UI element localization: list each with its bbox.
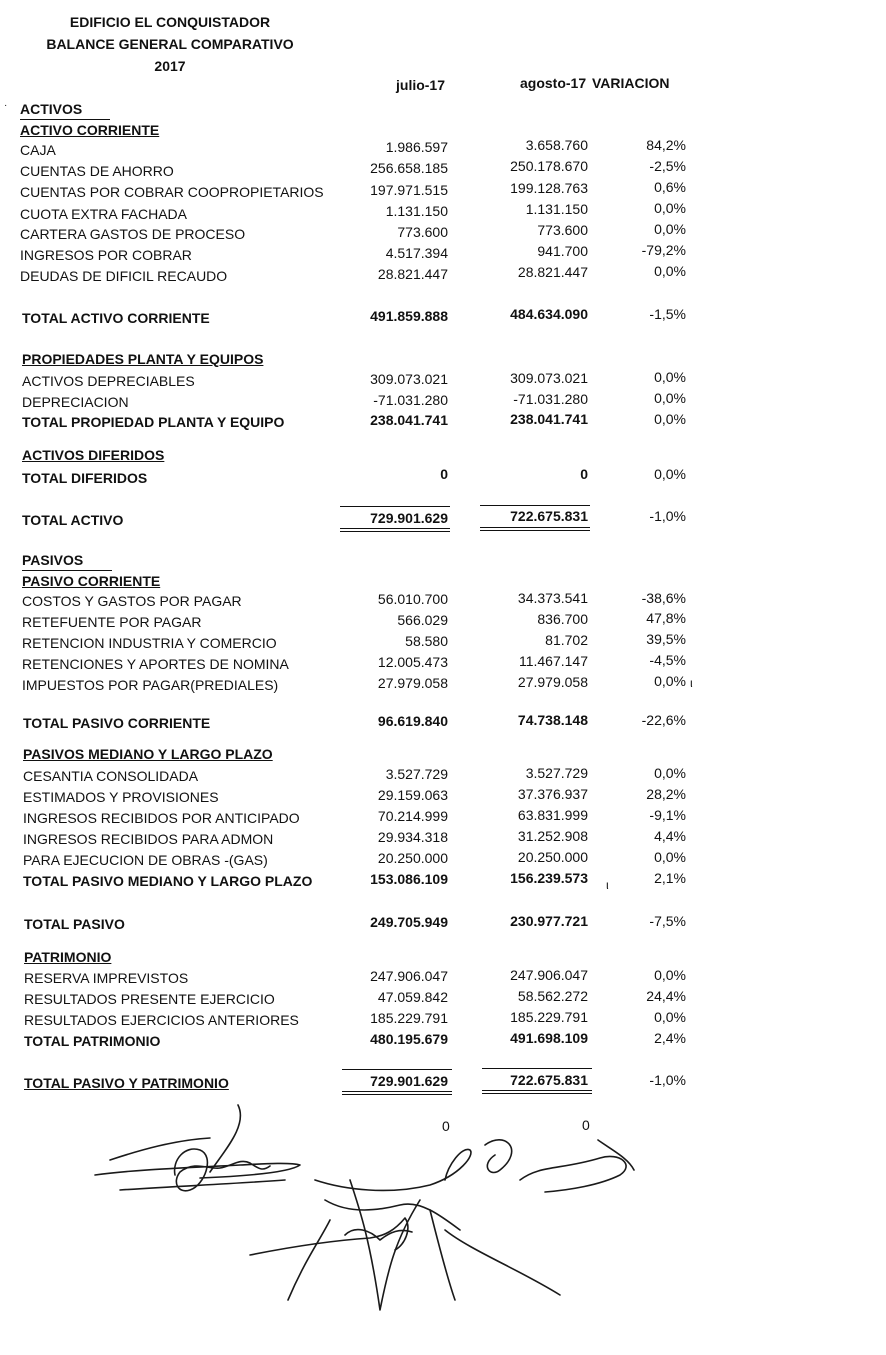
row-value-agosto: 238.041.741 xyxy=(510,411,588,427)
row-label: CUENTAS DE AHORRO xyxy=(20,163,174,179)
row-variation: 0,0% xyxy=(654,411,686,427)
row-label: INGRESOS RECIBIDOS POR ANTICIPADO xyxy=(23,810,300,826)
signature-stroke xyxy=(120,1180,285,1190)
column-header-julio: julio-17 xyxy=(396,77,446,93)
row-value-agosto: 247.906.047 xyxy=(510,967,588,983)
row-label-total: TOTAL PASIVO CORRIENTE xyxy=(23,715,211,731)
row-value-agosto: 3.527.729 xyxy=(525,765,588,781)
row-variation: 84,2% xyxy=(646,137,686,153)
row-value-julio: 773.600 xyxy=(397,224,448,240)
column-header-variacion: VARIACION xyxy=(592,75,670,91)
signature-stroke xyxy=(485,1140,512,1173)
row-value-julio: 566.029 xyxy=(397,612,448,628)
row-label: ESTIMADOS Y PROVISIONES xyxy=(23,789,219,805)
row-value-agosto: 74.738.148 xyxy=(517,712,588,728)
row-value-julio: 27.979.058 xyxy=(377,675,448,691)
row-variation: 4,4% xyxy=(654,828,686,844)
row-value-julio: 729.901.629 xyxy=(370,1073,448,1089)
scan-speck: ι xyxy=(606,878,609,892)
section-patrimonio: PATRIMONIO xyxy=(24,949,112,965)
row-value-agosto: 34.373.541 xyxy=(517,590,588,606)
row-variation: 0,6% xyxy=(654,179,686,195)
footer-zero-agosto: 0 xyxy=(582,1117,590,1133)
row-value-agosto: 773.600 xyxy=(537,222,588,238)
section-propiedades: PROPIEDADES PLANTA Y EQUIPOS xyxy=(22,351,264,367)
row-label: DEUDAS DE DIFICIL RECAUDO xyxy=(20,268,228,284)
company-name: EDIFICIO EL CONQUISTADOR xyxy=(69,14,271,30)
row-value-agosto: 199.128.763 xyxy=(510,180,588,196)
row-value-julio: 12.005.473 xyxy=(377,654,448,670)
row-variation: 0,0% xyxy=(654,221,686,237)
row-value-julio: 20.250.000 xyxy=(377,850,448,866)
row-label: RESERVA IMPREVISTOS xyxy=(24,970,189,986)
section-activos-diferidos: ACTIVOS DIFERIDOS xyxy=(22,447,165,463)
row-label: COSTOS Y GASTOS POR PAGAR xyxy=(22,593,242,609)
signature-stroke xyxy=(325,1200,460,1230)
row-value-julio: 309.073.021 xyxy=(370,371,448,387)
row-variation: 0,0% xyxy=(654,765,686,781)
row-label-total: TOTAL DIFERIDOS xyxy=(22,470,148,486)
row-value-agosto: -71.031.280 xyxy=(513,391,588,407)
row-label: CUOTA EXTRA FACHADA xyxy=(20,206,187,222)
row-value-agosto: 941.700 xyxy=(537,243,588,259)
row-variation: 24,4% xyxy=(646,988,686,1004)
row-value-julio: 0 xyxy=(440,466,448,482)
row-value-agosto: 156.239.573 xyxy=(510,870,588,886)
row-value-julio: 29.934.318 xyxy=(377,829,448,845)
row-variation: 2,1% xyxy=(654,870,686,886)
signature-stroke xyxy=(445,1230,560,1295)
row-variation: 28,2% xyxy=(646,786,686,802)
row-value-julio: 153.086.109 xyxy=(370,871,448,887)
row-value-julio: 47.059.842 xyxy=(377,989,448,1005)
scan-speck: · xyxy=(4,100,8,111)
signature-stroke xyxy=(520,1156,626,1192)
row-label-total: TOTAL PATRIMONIO xyxy=(24,1033,161,1049)
column-header-agosto: agosto-17 xyxy=(520,75,587,91)
row-value-julio: 58.580 xyxy=(405,633,448,649)
row-value-agosto: 27.979.058 xyxy=(517,674,588,690)
row-value-julio: 28.821.447 xyxy=(377,266,448,282)
row-value-agosto: 81.702 xyxy=(545,632,588,648)
footer-zero-julio: 0 xyxy=(442,1118,450,1134)
row-label: RESULTADOS EJERCICIOS ANTERIORES xyxy=(24,1012,299,1028)
row-label: RESULTADOS PRESENTE EJERCICIO xyxy=(24,991,275,1007)
row-value-agosto: 484.634.090 xyxy=(510,306,588,322)
section-activos: ACTIVOS xyxy=(20,101,83,117)
row-label: DEPRECIACION xyxy=(22,394,129,410)
row-label: RETENCION INDUSTRIA Y COMERCIO xyxy=(22,635,277,651)
row-value-agosto: 31.252.908 xyxy=(517,828,588,844)
row-value-agosto: 230.977.721 xyxy=(510,913,588,929)
row-label-total: TOTAL PASIVO MEDIANO Y LARGO PLAZO xyxy=(23,873,313,889)
section-activo-corriente: ACTIVO CORRIENTE xyxy=(20,122,160,138)
section-pasivos: PASIVOS xyxy=(22,552,84,568)
row-label: CAJA xyxy=(20,142,56,158)
row-label-total: TOTAL PASIVO xyxy=(24,916,125,932)
row-value-agosto: 11.467.147 xyxy=(518,653,588,669)
section-pasivo-corriente: PASIVO CORRIENTE xyxy=(22,573,161,589)
row-value-agosto: 20.250.000 xyxy=(517,849,588,865)
row-label: CUENTAS POR COBRAR COOPROPIETARIOS xyxy=(20,184,324,200)
row-value-julio: -71.031.280 xyxy=(373,392,448,408)
row-value-agosto: 722.675.831 xyxy=(510,1072,588,1088)
row-variation: -1,5% xyxy=(649,306,686,322)
row-value-julio: 185.229.791 xyxy=(370,1010,448,1026)
row-value-agosto: 63.831.999 xyxy=(517,807,588,823)
row-label-total: TOTAL ACTIVO CORRIENTE xyxy=(22,310,210,326)
row-value-agosto: 0 xyxy=(580,466,588,482)
row-variation: -1,0% xyxy=(649,508,686,524)
row-value-agosto: 185.229.791 xyxy=(510,1009,588,1025)
row-variation: 0,0% xyxy=(654,967,686,983)
row-label: INGRESOS POR COBRAR xyxy=(20,247,192,263)
row-value-agosto: 58.562.272 xyxy=(517,988,588,1004)
row-value-agosto: 250.178.670 xyxy=(510,158,588,174)
row-variation: -7,5% xyxy=(649,913,686,929)
row-variation: 0,0% xyxy=(654,673,686,689)
row-value-agosto: 491.698.109 xyxy=(510,1030,588,1046)
row-label-total: TOTAL PROPIEDAD PLANTA Y EQUIPO xyxy=(22,414,285,430)
row-value-julio: 56.010.700 xyxy=(377,591,448,607)
row-value-julio: 1.986.597 xyxy=(385,139,448,155)
row-variation: 0,0% xyxy=(654,200,686,216)
row-value-agosto: 722.675.831 xyxy=(510,508,588,524)
row-value-julio: 256.658.185 xyxy=(370,160,448,176)
row-variation: 47,8% xyxy=(646,610,686,626)
row-label: ACTIVOS DEPRECIABLES xyxy=(22,373,195,389)
signature-stroke xyxy=(350,1180,420,1310)
row-value-agosto: 1.131.150 xyxy=(525,201,588,217)
row-label: RETENCIONES Y APORTES DE NOMINA xyxy=(22,656,289,672)
row-label: CESANTIA CONSOLIDADA xyxy=(23,768,199,784)
row-value-julio: 29.159.063 xyxy=(377,787,448,803)
signature-stroke xyxy=(598,1140,634,1170)
row-variation: 0,0% xyxy=(654,466,686,482)
row-variation: 39,5% xyxy=(646,631,686,647)
report-year: 2017 xyxy=(154,58,186,74)
row-variation: 0,0% xyxy=(654,849,686,865)
signature-stroke xyxy=(210,1105,240,1172)
row-label: PARA EJECUCION DE OBRAS -(GAS) xyxy=(23,852,268,868)
row-value-julio: 197.971.515 xyxy=(370,182,448,198)
row-variation: 0,0% xyxy=(654,263,686,279)
row-label-grand-total: TOTAL ACTIVO xyxy=(22,512,124,528)
row-value-julio: 96.619.840 xyxy=(377,713,448,729)
signature-stroke xyxy=(288,1220,330,1300)
row-label: CARTERA GASTOS DE PROCESO xyxy=(20,226,246,242)
row-label-grand-total: TOTAL PASIVO Y PATRIMONIO xyxy=(24,1075,229,1091)
row-variation: 2,4% xyxy=(654,1030,686,1046)
section-pasivos-mediano-largo: PASIVOS MEDIANO Y LARGO PLAZO xyxy=(23,746,273,762)
row-value-julio: 480.195.679 xyxy=(370,1031,448,1047)
row-label: INGRESOS RECIBIDOS PARA ADMON xyxy=(23,831,274,847)
row-value-julio: 491.859.888 xyxy=(370,308,448,324)
row-label: RETEFUENTE POR PAGAR xyxy=(22,614,202,630)
row-value-julio: 70.214.999 xyxy=(377,808,448,824)
signature-stroke xyxy=(315,1149,471,1190)
row-value-agosto: 836.700 xyxy=(537,611,588,627)
row-value-agosto: 28.821.447 xyxy=(517,264,588,280)
row-value-julio: 729.901.629 xyxy=(370,510,448,526)
row-label: IMPUESTOS POR PAGAR(PREDIALES) xyxy=(22,677,279,693)
row-variation: -1,0% xyxy=(649,1072,686,1088)
row-variation: -79,2% xyxy=(641,242,686,258)
row-value-agosto: 3.658.760 xyxy=(525,137,588,153)
row-value-julio: 4.517.394 xyxy=(385,245,448,261)
row-variation: -4,5% xyxy=(649,652,686,668)
row-variation: -9,1% xyxy=(649,807,686,823)
row-variation: -22,6% xyxy=(641,712,686,728)
row-value-julio: 238.041.741 xyxy=(370,412,448,428)
row-variation: 0,0% xyxy=(654,369,686,385)
row-value-julio: 249.705.949 xyxy=(370,914,448,930)
row-variation: 0,0% xyxy=(654,390,686,406)
report-title: BALANCE GENERAL COMPARATIVO xyxy=(46,36,294,52)
row-value-agosto: 37.376.937 xyxy=(517,786,588,802)
scan-speck: ι xyxy=(690,676,693,690)
row-value-julio: 247.906.047 xyxy=(370,968,448,984)
row-value-julio: 3.527.729 xyxy=(385,766,448,782)
row-variation: 0,0% xyxy=(654,1009,686,1025)
row-value-julio: 1.131.150 xyxy=(385,203,448,219)
row-variation: -38,6% xyxy=(641,590,686,606)
row-variation: -2,5% xyxy=(649,158,686,174)
row-value-agosto: 309.073.021 xyxy=(510,370,588,386)
